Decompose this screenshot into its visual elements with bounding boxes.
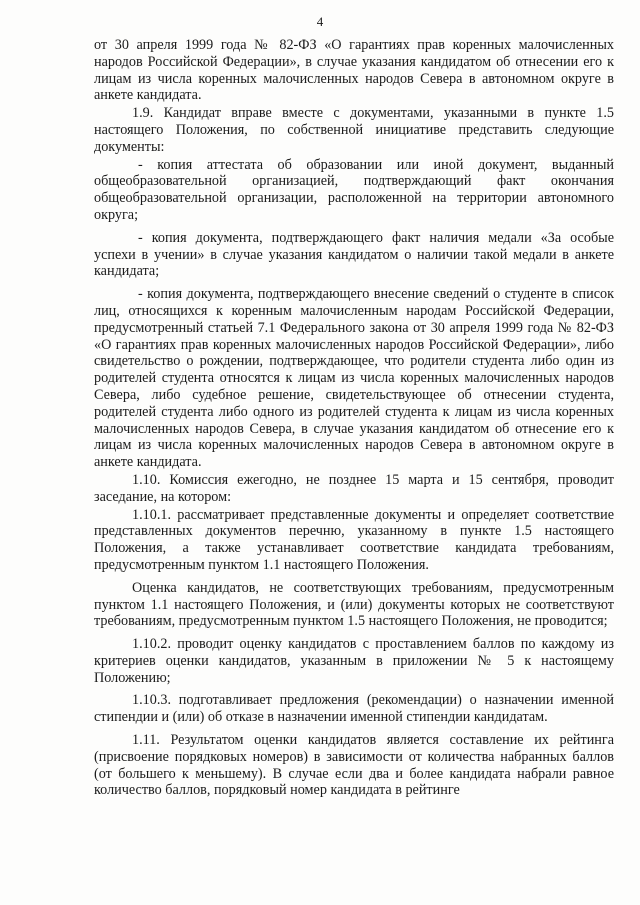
list-item-attestat: - копия аттестата об образовании или иной документ, выданный общеобразовательной организацией, подтверждающий факт окончания общеобразовательной организации, расположенной на территории автономного округа;	[94, 156, 614, 223]
paragraph-continuation: от 30 апреля 1999 года № 82-ФЗ «О гарантиях прав коренных малочисленных народов Российской Федерации», в случае указания кандидатом об отнесении его к лицам из числа коренных малочисленных народов Севера в автономном округе в анкете кандидата.	[94, 37, 614, 104]
paragraph-assessment-note: Оценка кандидатов, не соответствующих требованиям, предусмотренным пунктом 1.1 настоящего Положения, и (или) документы которых не соответствуют требованиям, предусмотренным пунктом 1.5 настоящего Положения, не проводится;	[94, 579, 614, 630]
paragraph-1-9: 1.9. Кандидат вправе вместе с документами, указанными в пункте 1.5 настоящего Положения, по собственной инициативе представить следующие документы:	[94, 105, 614, 155]
list-item-indigenous: - копия документа, подтверждающего внесение сведений о студенте в список лиц, относящихся к коренным малочисленным народам Российской Федерации, предусмотренный статьей 7.1 Федерального закона от 30 апреля 1999 года № 82-ФЗ «О гарантиях прав коренных малочисленных народов Российской Федерации», либо свидетельство о рождении, подтверждающее, что родители студента либо один из родителей студента относятся к лицам из числа коренных малочисленных народов Севера, либо судебное решение, свидетельствующее об отнесении студента, родителей студента либо одного из родителей студента к лицам из числа коренных малочисленных народов Севера, в случае указания кандидатом об отнесение его к лицам из числа коренных малочисленных народов Севера в автономном округе в анкете кандидата.	[94, 286, 614, 471]
list-item-medal: - копия документа, подтверждающего факт наличия медали «За особые успехи в учении» в случае указания кандидатом о наличии такой медали в анкете кандидата;	[94, 229, 614, 280]
paragraph-1-10-3: 1.10.3. подготавливает предложения (рекомендации) о назначении именной стипендии и (или) об отказе в назначении именной стипендии кандидатам.	[94, 692, 614, 726]
document-body	[94, 37, 614, 800]
paragraph-1-10-2: 1.10.2. проводит оценку кандидатов с проставлением баллов по каждому из критериев оценки кандидатов, указанным в приложении № 5 к настоящему Положению;	[94, 636, 614, 686]
paragraph-1-10-1: 1.10.1. рассматривает представленные документы и определяет соответствие представленных документов перечню, указанному в пункте 1.5 настоящего Положения, а также устанавливает соответствие кандидата требованиям, предусмотренным пунктом 1.1 настоящего Положения.	[94, 506, 614, 573]
paragraph-1-11: 1.11. Результатом оценки кандидатов является составление их рейтинга (присвоение порядковых номеров) в зависимости от количества набранных баллов (от большего к меньшему). В случае если два и более кандидата набрали равное количество баллов, порядковый номер кандидата в рейтинге	[94, 732, 614, 799]
page-number: 4	[316, 14, 324, 29]
paragraph-1-10: 1.10. Комиссия ежегодно, не позднее 15 марта и 15 сентября, проводит заседание, на котором:	[94, 471, 614, 505]
